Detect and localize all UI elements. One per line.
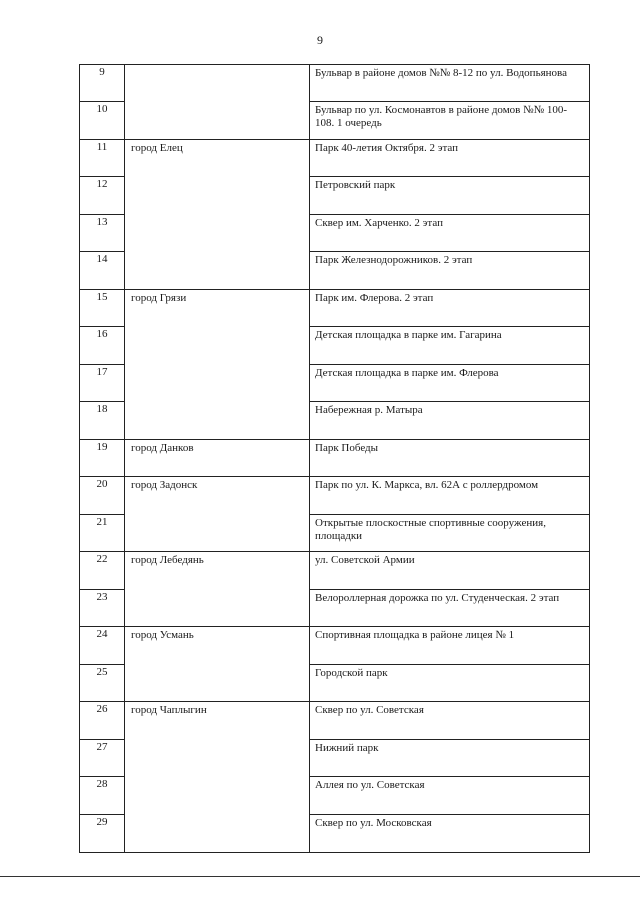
object-name: Парк 40-летия Октября. 2 этап (310, 140, 590, 177)
row-number: 29 (80, 815, 125, 853)
object-name: Сквер по ул. Советская (310, 702, 590, 740)
row-number: 17 (80, 365, 125, 402)
city-cell: город Данков (125, 440, 310, 477)
object-name: Бульвар по ул. Космонавтов в районе домов №№ 100-108. 1 очередь (310, 102, 590, 140)
table-row (80, 627, 590, 665)
object-name: Велороллерная дорожка по ул. Студенческая. 2 этап (310, 590, 590, 627)
row-number: 21 (80, 515, 125, 552)
table-row (80, 552, 590, 590)
row-number: 22 (80, 552, 125, 590)
object-name: Аллея по ул. Советская (310, 777, 590, 815)
table-row (80, 702, 590, 740)
table-row (80, 65, 590, 102)
object-name: Сквер им. Харченко. 2 этап (310, 215, 590, 252)
row-number: 20 (80, 477, 125, 515)
table-row (80, 477, 590, 515)
bottom-rule (0, 876, 640, 877)
object-name: Открытые плоскостные спортивные сооружения, площадки (310, 515, 590, 552)
row-number: 23 (80, 590, 125, 627)
page-number: 9 (317, 33, 323, 47)
row-number: 18 (80, 402, 125, 440)
row-number: 16 (80, 327, 125, 365)
row-number: 10 (80, 102, 125, 140)
city-cell: город Задонск (125, 477, 310, 552)
row-number: 27 (80, 740, 125, 777)
table-row (80, 440, 590, 477)
city-cell (125, 65, 310, 140)
row-number: 11 (80, 140, 125, 177)
row-number: 25 (80, 665, 125, 702)
row-number: 28 (80, 777, 125, 815)
object-name: Сквер по ул. Московская (310, 815, 590, 853)
object-name: Детская площадка в парке им. Гагарина (310, 327, 590, 365)
row-number: 13 (80, 215, 125, 252)
object-name: Петровский парк (310, 177, 590, 215)
object-name: Спортивная площадка в районе лицея № 1 (310, 627, 590, 665)
row-number: 9 (80, 65, 125, 102)
object-name: Бульвар в районе домов №№ 8-12 по ул. Водопьянова (310, 65, 590, 102)
object-name: Парк по ул. К. Маркса, вл. 62А с роллердромом (310, 477, 590, 515)
city-cell: город Грязи (125, 290, 310, 440)
table-row (80, 140, 590, 177)
object-name: Нижний парк (310, 740, 590, 777)
row-number: 12 (80, 177, 125, 215)
object-name: Городской парк (310, 665, 590, 702)
city-cell: город Елец (125, 140, 310, 290)
row-number: 15 (80, 290, 125, 327)
row-number: 14 (80, 252, 125, 290)
object-name: Парк Победы (310, 440, 590, 477)
object-name: Парк Железнодорожников. 2 этап (310, 252, 590, 290)
object-name: Набережная р. Матыра (310, 402, 590, 440)
row-number: 19 (80, 440, 125, 477)
object-name: Детская площадка в парке им. Флерова (310, 365, 590, 402)
city-cell: город Лебедянь (125, 552, 310, 627)
city-cell: город Чаплыгин (125, 702, 310, 853)
row-number: 26 (80, 702, 125, 740)
object-name: Парк им. Флерова. 2 этап (310, 290, 590, 327)
object-name: ул. Советской Армии (310, 552, 590, 590)
row-number: 24 (80, 627, 125, 665)
table-row (80, 290, 590, 327)
city-cell: город Усмань (125, 627, 310, 702)
objects-table (79, 64, 590, 853)
